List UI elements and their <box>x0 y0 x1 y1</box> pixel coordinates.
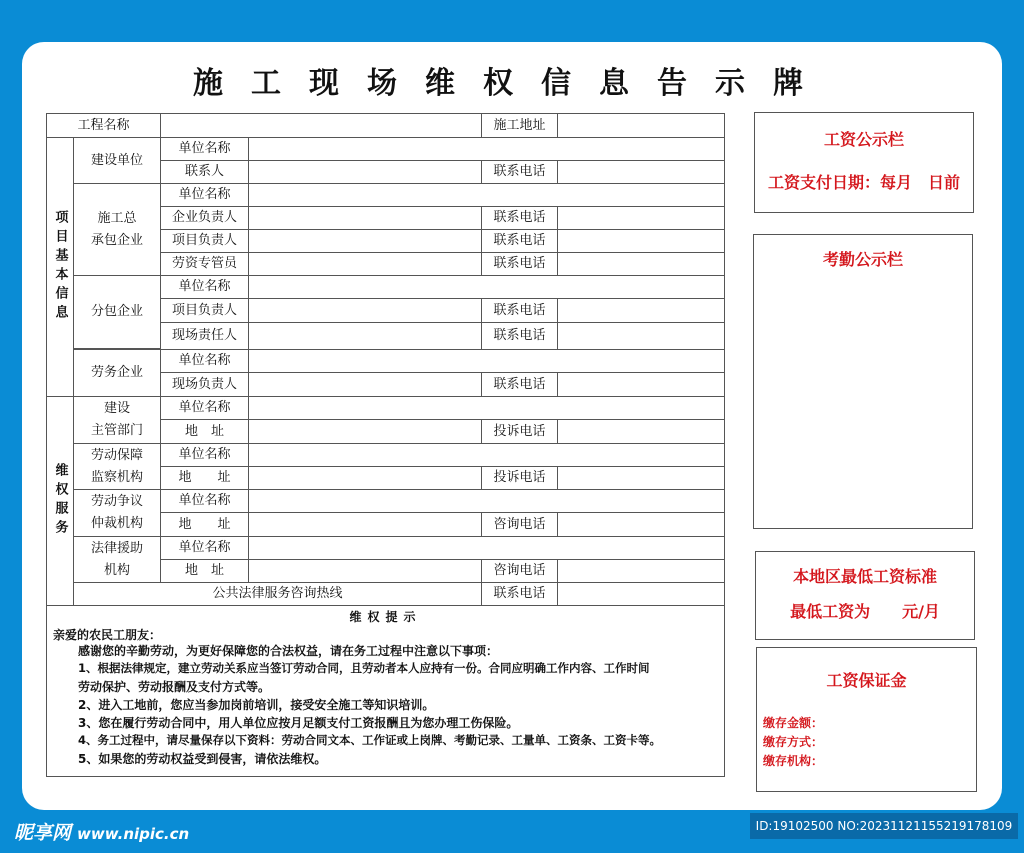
gc-wage-phone-field[interactable] <box>557 252 725 276</box>
phone-label: 联系电话 <box>481 582 558 606</box>
subcontractor-label: 分包企业 <box>73 275 161 349</box>
project-name-label: 工程名称 <box>46 113 161 138</box>
labor-phone-field[interactable] <box>557 372 725 397</box>
project-name-field[interactable] <box>160 113 482 138</box>
wage-board <box>754 112 974 213</box>
phone-label: 联系电话 <box>481 229 558 253</box>
label-line: 劳动争议 <box>90 494 143 509</box>
attendance-board <box>753 234 973 529</box>
labor-site-head-field[interactable] <box>248 372 482 397</box>
deposit-institution-label: 缴存机构： <box>763 754 824 768</box>
image-id-bar: ID:19102500 NO:20231121155219178109 <box>750 813 1018 839</box>
legal-aid-phone-field[interactable] <box>557 559 725 583</box>
authority-unit-name-field[interactable] <box>248 396 725 420</box>
gc-enterprise-phone-field[interactable] <box>557 206 725 230</box>
site-address-label: 施工地址 <box>481 113 558 138</box>
unit-name-label: 单位名称 <box>160 183 249 207</box>
rights-tips-box <box>46 605 725 777</box>
address-label: 地 址 <box>160 512 249 537</box>
sub-project-phone-field[interactable] <box>557 298 725 323</box>
legal-aid-address-field[interactable] <box>248 559 482 583</box>
unit-name-label: 单位名称 <box>160 489 249 513</box>
gc-unit-name-field[interactable] <box>248 183 725 207</box>
phone-label: 联系电话 <box>481 206 558 230</box>
section-rights-service: 维权服务 <box>46 396 74 606</box>
site-head-label: 现场负责人 <box>160 372 249 397</box>
general-contractor-label <box>73 183 161 276</box>
sub-unit-name-field[interactable] <box>248 275 725 299</box>
section-project-info: 项目基本信息 <box>46 137 74 397</box>
label-line: 主管部门 <box>90 423 143 438</box>
unit-name-label: 单位名称 <box>160 275 249 299</box>
consult-phone-label: 咨询电话 <box>481 512 558 537</box>
labor-arbitration-label <box>73 489 161 537</box>
unit-name-label: 单位名称 <box>160 443 249 467</box>
builder-unit-name-field[interactable] <box>248 137 725 161</box>
attendance-board-title: 考勤公示栏 <box>822 250 903 269</box>
phone-label: 联系电话 <box>481 372 558 397</box>
unit-name-label: 单位名称 <box>160 137 249 161</box>
sub-project-head-field[interactable] <box>248 298 482 323</box>
construction-authority-label <box>73 396 161 444</box>
min-wage-board <box>755 551 975 640</box>
tips-greeting: 亲爱的农民工朋友： <box>53 628 162 642</box>
unit-name-label: 单位名称 <box>160 349 249 373</box>
address-label: 地 址 <box>160 419 249 444</box>
wage-pay-date: 工资支付日期：每月 日前 <box>767 173 960 192</box>
legal-hotline-phone-field[interactable] <box>557 582 725 606</box>
labor-inspection-label <box>73 443 161 490</box>
gc-project-head-field[interactable] <box>248 229 482 253</box>
phone-label: 联系电话 <box>481 252 558 276</box>
tips-intro: 感谢您的辛勤劳动，为更好保障您的合法权益，请在务工过程中注意以下事项： <box>78 644 499 658</box>
gc-wage-manager-field[interactable] <box>248 252 482 276</box>
consult-phone-label: 咨询电话 <box>481 559 558 583</box>
arbitration-unit-name-field[interactable] <box>248 489 725 513</box>
builder-phone-field[interactable] <box>557 160 725 184</box>
address-label: 地 址 <box>160 559 249 583</box>
page-title: 施工现场维权信息告示牌 <box>193 66 831 101</box>
project-head-label: 项目负责人 <box>160 298 249 323</box>
min-wage-value: 最低工资为 元/月 <box>790 602 940 621</box>
label-line: 机构 <box>103 562 130 578</box>
sub-site-head-field[interactable] <box>248 322 482 350</box>
label-line: 劳动保障 <box>90 447 143 463</box>
tips-item: 劳动保护、劳动报酬及支付方式等。 <box>78 680 271 694</box>
unit-name-label: 单位名称 <box>160 396 249 420</box>
authority-phone-field[interactable] <box>557 419 725 444</box>
sub-site-phone-field[interactable] <box>557 322 725 350</box>
logo-url: www.nipic.cn <box>77 825 190 843</box>
complaint-phone-label: 投诉电话 <box>481 466 558 490</box>
min-wage-title: 本地区最低工资标准 <box>792 567 937 586</box>
legal-aid-label <box>73 536 161 583</box>
label-line: 施工总 <box>97 210 137 226</box>
label-line: 监察机构 <box>90 469 143 485</box>
builder-label: 建设单位 <box>73 137 161 184</box>
gc-enterprise-head-field[interactable] <box>248 206 482 230</box>
tips-item: 4、务工过程中，请尽量保存以下资料：劳动合同文本、工作证或上岗牌、考勤记录、工量单、工资条、工资卡等。 <box>78 733 661 747</box>
arbitration-phone-field[interactable] <box>557 512 725 537</box>
enterprise-head-label: 企业负责人 <box>160 206 249 230</box>
tips-item: 1、根据法律规定，建立劳动关系应当签订劳动合同，且劳动者本人应持有一份。合同应明确工作内容、工作时间 <box>78 661 650 675</box>
wage-board-title: 工资公示栏 <box>823 130 904 149</box>
deposit-method-label: 缴存方式： <box>763 735 824 749</box>
tips-item: 5、如果您的劳动权益受到侵害，请依法维权。 <box>78 752 327 766</box>
watermark-logo <box>14 818 189 845</box>
tips-heading: 维权提示 <box>349 610 422 624</box>
wage-deposit-title: 工资保证金 <box>826 671 907 690</box>
phone-label: 联系电话 <box>481 322 558 350</box>
label-line: 建设 <box>103 401 130 416</box>
label-line: 仲裁机构 <box>90 516 143 531</box>
unit-name-label: 单位名称 <box>160 536 249 560</box>
contact-label: 联系人 <box>160 160 249 184</box>
inspection-unit-name-field[interactable] <box>248 443 725 467</box>
tips-item: 3、您在履行劳动合同中，用人单位应按月足额支付工资报酬且为您办理工伤保险。 <box>78 716 519 730</box>
label-line: 承包企业 <box>90 232 143 248</box>
project-head-label: 项目负责人 <box>160 229 249 253</box>
legal-hotline-label: 公共法律服务咨询热线 <box>73 582 482 606</box>
logo-text: 昵享网 <box>14 822 72 844</box>
arbitration-address-field[interactable] <box>248 512 482 537</box>
legal-aid-unit-name-field[interactable] <box>248 536 725 560</box>
deposit-amount-label: 缴存金额： <box>763 716 824 730</box>
complaint-phone-label: 投诉电话 <box>481 419 558 444</box>
phone-label: 联系电话 <box>481 160 558 184</box>
site-head-label: 现场责任人 <box>160 322 249 350</box>
builder-contact-field[interactable] <box>248 160 482 184</box>
site-address-field[interactable] <box>557 113 725 138</box>
labor-unit-name-field[interactable] <box>248 349 725 373</box>
phone-label: 联系电话 <box>481 298 558 323</box>
labor-company-label: 劳务企业 <box>73 349 161 397</box>
authority-address-field[interactable] <box>248 419 482 444</box>
wage-manager-label: 劳资专管员 <box>160 252 249 276</box>
address-label: 地 址 <box>160 466 249 490</box>
tips-item: 2、进入工地前，您应当参加岗前培训，接受安全施工等知识培训。 <box>78 698 435 712</box>
gc-project-phone-field[interactable] <box>557 229 725 253</box>
inspection-address-field[interactable] <box>248 466 482 490</box>
inspection-phone-field[interactable] <box>557 466 725 490</box>
wage-deposit-board <box>756 647 977 792</box>
label-line: 法律援助 <box>90 540 143 556</box>
